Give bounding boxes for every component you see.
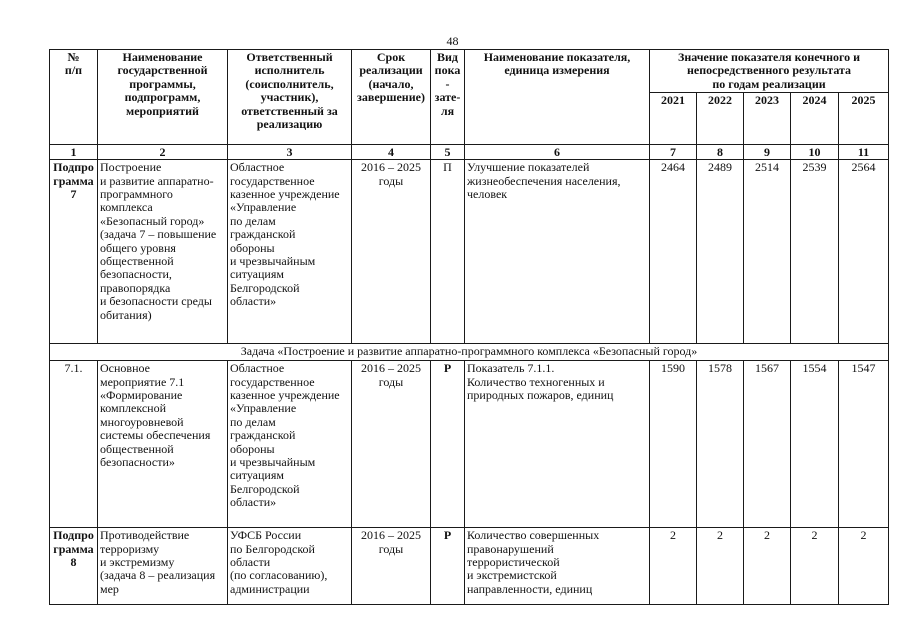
row-value-2025: 2 [839, 528, 889, 605]
table-row-subprogram-7 [50, 160, 889, 344]
column-number: 2 [98, 145, 228, 160]
row-num: 7.1. [50, 361, 98, 528]
row-type: Р [431, 361, 465, 528]
row-executor: Областное государственное казенное учреждение «Управление по делам гражданской обороны и чрезвычайным ситуациям Белгородской области» [228, 361, 352, 528]
section-title-row [50, 344, 889, 361]
row-type: П [431, 160, 465, 344]
row-indicator: Количество совершенных правонарушений террористической и экстремистской направленности, единиц [465, 528, 650, 605]
header-type: Вид пока- зате- ля [431, 50, 465, 145]
row-executor: УФСБ России по Белгородской области (по согласованию), администрации [228, 528, 352, 605]
row-period: 2016 – 2025 годы [352, 160, 431, 344]
row-indicator: Улучшение показателей жизнеобеспечения населения, человек [465, 160, 650, 344]
column-number: 10 [791, 145, 839, 160]
row-value-2022: 2 [697, 528, 744, 605]
row-value-2023: 2514 [744, 160, 791, 344]
column-number: 7 [650, 145, 697, 160]
table-row-measure-7-1 [50, 361, 889, 528]
header-num: № п/п [50, 50, 98, 145]
column-number: 5 [431, 145, 465, 160]
column-numbers-row [50, 145, 889, 160]
row-executor: Областное государственное казенное учреждение «Управление по делам гражданской обороны и чрезвычайным ситуациям Белгородской области» [228, 160, 352, 344]
header-year-2025: 2025 [839, 93, 889, 145]
column-number: 3 [228, 145, 352, 160]
header-indicator: Наименование показателя, единица измерения [465, 50, 650, 145]
header-year-2023: 2023 [744, 93, 791, 145]
row-period: 2016 – 2025 годы [352, 361, 431, 528]
header-year-2024: 2024 [791, 93, 839, 145]
row-value-2021: 2 [650, 528, 697, 605]
column-number: 8 [697, 145, 744, 160]
row-value-2021: 2464 [650, 160, 697, 344]
column-number: 9 [744, 145, 791, 160]
header-executor: Ответственный исполнитель (соисполнитель, участник), ответственный за реализацию [228, 50, 352, 145]
section-title: Задача «Построение и развитие аппаратно-программного комплекса «Безопасный город» [50, 344, 889, 361]
row-period: 2016 – 2025 годы [352, 528, 431, 605]
row-value-2022: 1578 [697, 361, 744, 528]
row-value-2023: 1567 [744, 361, 791, 528]
row-value-2024: 1554 [791, 361, 839, 528]
column-number: 6 [465, 145, 650, 160]
header-name: Наименование государственной программы, подпрограмм, мероприятий [98, 50, 228, 145]
row-value-2024: 2539 [791, 160, 839, 344]
row-name: Основное мероприятие 7.1 «Формирование комплексной многоуровневой системы обеспечения общественной безопасности» [98, 361, 228, 528]
row-value-2023: 2 [744, 528, 791, 605]
row-indicator: Показатель 7.1.1. Количество техногенных и природных пожаров, единиц [465, 361, 650, 528]
header-period: Срок реализации (начало, завершение) [352, 50, 431, 145]
header-year-2021: 2021 [650, 93, 697, 145]
header-values-group: Значение показателя конечного и непосредственного результата по годам реализации [650, 50, 889, 93]
row-value-2021: 1590 [650, 361, 697, 528]
row-num: Подпро грамма 7 [50, 160, 98, 344]
row-value-2022: 2489 [697, 160, 744, 344]
row-value-2024: 2 [791, 528, 839, 605]
row-name: Противодействие терроризму и экстремизму (задача 8 – реализация мер [98, 528, 228, 605]
column-number: 11 [839, 145, 889, 160]
indicator-table [49, 49, 889, 605]
table-row-subprogram-8 [50, 528, 889, 605]
row-name: Построение и развитие аппаратно- программного комплекса «Безопасный город» (задача 7 – повышение общего уровня общественной безопасности, правопорядка и безопасности среды обитания) [98, 160, 228, 344]
row-type: Р [431, 528, 465, 605]
row-value-2025: 1547 [839, 361, 889, 528]
row-num: Подпро грамма 8 [50, 528, 98, 605]
page-number: 48 [446, 34, 459, 48]
header-year-2022: 2022 [697, 93, 744, 145]
row-value-2025: 2564 [839, 160, 889, 344]
column-number: 1 [50, 145, 98, 160]
column-number: 4 [352, 145, 431, 160]
